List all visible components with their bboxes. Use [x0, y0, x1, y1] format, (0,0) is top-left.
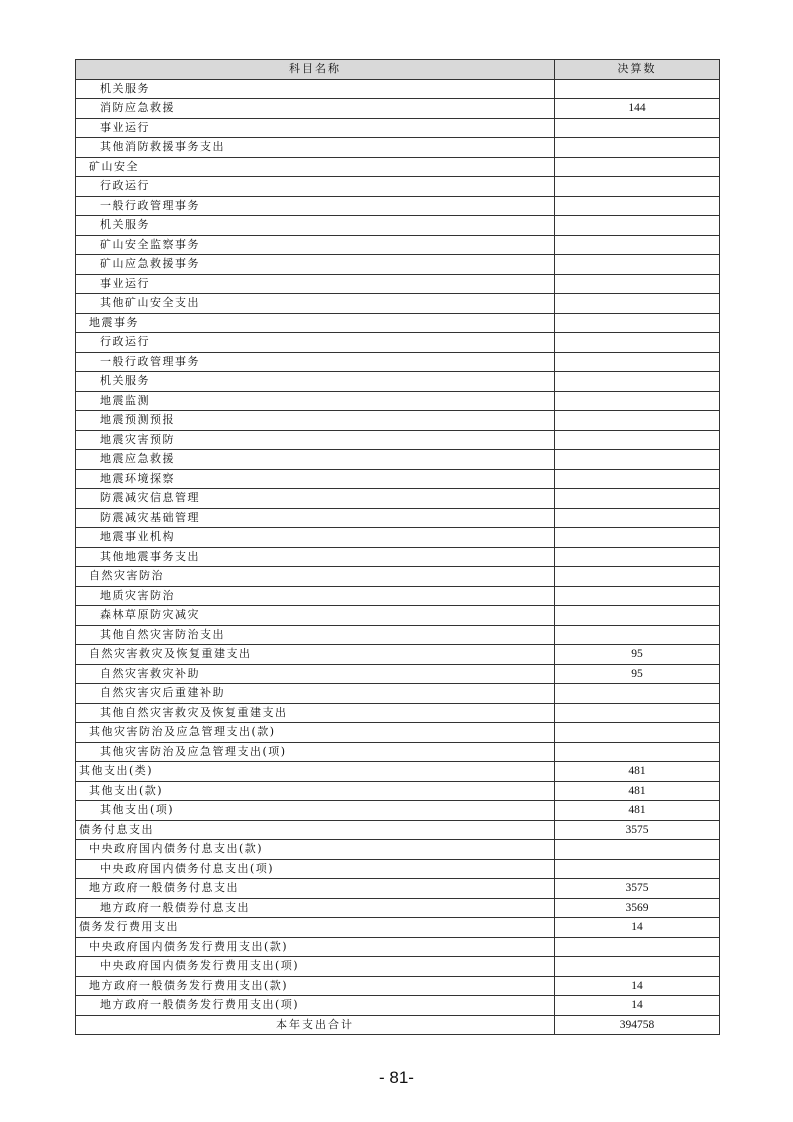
amount-cell: 481 — [555, 801, 720, 821]
amount-cell: 144 — [555, 99, 720, 119]
amount-cell — [555, 196, 720, 216]
header-subject-name: 科目名称 — [76, 60, 555, 80]
amount-cell — [555, 469, 720, 489]
table-row — [76, 528, 720, 548]
amount-cell: 3569 — [555, 898, 720, 918]
subject-name-cell: 地震灾害预防 — [76, 430, 555, 450]
amount-cell — [555, 255, 720, 275]
table-row — [76, 879, 720, 899]
amount-cell — [555, 430, 720, 450]
table-row — [76, 586, 720, 606]
table-header-row — [76, 60, 720, 80]
amount-cell — [555, 157, 720, 177]
table-body — [76, 79, 720, 1015]
page-number: - 81- — [379, 1068, 414, 1087]
amount-cell — [555, 489, 720, 509]
total-amount: 394758 — [555, 1015, 720, 1035]
subject-name-cell: 矿山安全监察事务 — [76, 235, 555, 255]
amount-cell — [555, 333, 720, 353]
table-row — [76, 216, 720, 236]
subject-name-cell: 消防应急救援 — [76, 99, 555, 119]
table-row — [76, 567, 720, 587]
amount-cell: 14 — [555, 918, 720, 938]
subject-name-cell: 中央政府国内债务付息支出(款) — [76, 840, 555, 860]
subject-name-cell: 债务发行费用支出 — [76, 918, 555, 938]
subject-name-cell: 事业运行 — [76, 118, 555, 138]
subject-name-cell: 地震环境探察 — [76, 469, 555, 489]
amount-cell — [555, 937, 720, 957]
subject-name-cell: 行政运行 — [76, 177, 555, 197]
subject-name-cell: 一般行政管理事务 — [76, 352, 555, 372]
amount-cell — [555, 567, 720, 587]
subject-name-cell: 地震预测预报 — [76, 411, 555, 431]
table-row — [76, 411, 720, 431]
amount-cell — [555, 528, 720, 548]
subject-name-cell: 债务付息支出 — [76, 820, 555, 840]
amount-cell — [555, 294, 720, 314]
subject-name-cell: 地震应急救援 — [76, 450, 555, 470]
table-row — [76, 333, 720, 353]
amount-cell — [555, 703, 720, 723]
amount-cell: 14 — [555, 976, 720, 996]
subject-name-cell: 地震事业机构 — [76, 528, 555, 548]
table-row — [76, 274, 720, 294]
subject-name-cell: 其他消防救援事务支出 — [76, 138, 555, 158]
amount-cell — [555, 274, 720, 294]
table-row — [76, 645, 720, 665]
table-row — [76, 469, 720, 489]
subject-name-cell: 其他地震事务支出 — [76, 547, 555, 567]
table-row — [76, 157, 720, 177]
expenditure-table — [75, 59, 720, 1035]
amount-cell — [555, 372, 720, 392]
subject-name-cell: 机关服务 — [76, 79, 555, 99]
subject-name-cell: 地方政府一般债务付息支出 — [76, 879, 555, 899]
amount-cell — [555, 625, 720, 645]
subject-name-cell: 中央政府国内债务发行费用支出(项) — [76, 957, 555, 977]
subject-name-cell: 一般行政管理事务 — [76, 196, 555, 216]
subject-name-cell: 防震减灾基础管理 — [76, 508, 555, 528]
amount-cell — [555, 411, 720, 431]
subject-name-cell: 地方政府一般债务发行费用支出(款) — [76, 976, 555, 996]
subject-name-cell: 机关服务 — [76, 372, 555, 392]
table-row — [76, 898, 720, 918]
header-amount: 决算数 — [555, 60, 720, 80]
table-row — [76, 957, 720, 977]
subject-name-cell: 自然灾害救灾及恢复重建支出 — [76, 645, 555, 665]
total-row — [76, 1015, 720, 1035]
table-row — [76, 820, 720, 840]
subject-name-cell: 自然灾害防治 — [76, 567, 555, 587]
subject-name-cell: 自然灾害灾后重建补助 — [76, 684, 555, 704]
table-row — [76, 606, 720, 626]
amount-cell: 95 — [555, 664, 720, 684]
table-row — [76, 625, 720, 645]
subject-name-cell: 其他灾害防治及应急管理支出(项) — [76, 742, 555, 762]
subject-name-cell: 其他支出(项) — [76, 801, 555, 821]
table-row — [76, 138, 720, 158]
table-row — [76, 801, 720, 821]
table-row — [76, 508, 720, 528]
table-row — [76, 723, 720, 743]
subject-name-cell: 其他灾害防治及应急管理支出(款) — [76, 723, 555, 743]
amount-cell — [555, 177, 720, 197]
table-row — [76, 177, 720, 197]
amount-cell — [555, 138, 720, 158]
subject-name-cell: 机关服务 — [76, 216, 555, 236]
amount-cell — [555, 606, 720, 626]
amount-cell — [555, 235, 720, 255]
table-row — [76, 762, 720, 782]
subject-name-cell: 中央政府国内债务付息支出(项) — [76, 859, 555, 879]
amount-cell — [555, 547, 720, 567]
table-row — [76, 79, 720, 99]
amount-cell — [555, 508, 720, 528]
table-row — [76, 976, 720, 996]
table-row — [76, 918, 720, 938]
amount-cell: 481 — [555, 762, 720, 782]
amount-cell — [555, 859, 720, 879]
table-row — [76, 391, 720, 411]
subject-name-cell: 自然灾害救灾补助 — [76, 664, 555, 684]
subject-name-cell: 行政运行 — [76, 333, 555, 353]
subject-name-cell: 地震监测 — [76, 391, 555, 411]
amount-cell: 14 — [555, 996, 720, 1016]
table-row — [76, 996, 720, 1016]
table-row — [76, 118, 720, 138]
subject-name-cell: 事业运行 — [76, 274, 555, 294]
amount-cell — [555, 742, 720, 762]
subject-name-cell: 地质灾害防治 — [76, 586, 555, 606]
subject-name-cell: 地震事务 — [76, 313, 555, 333]
subject-name-cell: 其他支出(类) — [76, 762, 555, 782]
table-row — [76, 684, 720, 704]
amount-cell: 95 — [555, 645, 720, 665]
table-row — [76, 664, 720, 684]
amount-cell — [555, 586, 720, 606]
amount-cell — [555, 313, 720, 333]
amount-cell — [555, 684, 720, 704]
subject-name-cell: 地方政府一般债券付息支出 — [76, 898, 555, 918]
subject-name-cell: 森林草原防灾减灾 — [76, 606, 555, 626]
table-row — [76, 937, 720, 957]
table-row — [76, 99, 720, 119]
table-row — [76, 840, 720, 860]
table-row — [76, 313, 720, 333]
table-row — [76, 450, 720, 470]
subject-name-cell: 中央政府国内债务发行费用支出(款) — [76, 937, 555, 957]
table-row — [76, 372, 720, 392]
amount-cell — [555, 79, 720, 99]
amount-cell — [555, 118, 720, 138]
table-row — [76, 547, 720, 567]
table-row — [76, 489, 720, 509]
amount-cell — [555, 957, 720, 977]
table-row — [76, 255, 720, 275]
table-row — [76, 742, 720, 762]
amount-cell — [555, 723, 720, 743]
subject-name-cell: 其他矿山安全支出 — [76, 294, 555, 314]
table-row — [76, 859, 720, 879]
amount-cell — [555, 391, 720, 411]
table-row — [76, 430, 720, 450]
table-row — [76, 294, 720, 314]
amount-cell — [555, 216, 720, 236]
table-row — [76, 196, 720, 216]
amount-cell — [555, 840, 720, 860]
amount-cell: 3575 — [555, 820, 720, 840]
table-row — [76, 235, 720, 255]
table-row — [76, 781, 720, 801]
amount-cell — [555, 450, 720, 470]
amount-cell: 481 — [555, 781, 720, 801]
subject-name-cell: 矿山应急救援事务 — [76, 255, 555, 275]
table-row — [76, 352, 720, 372]
total-label: 本年支出合计 — [76, 1015, 555, 1035]
subject-name-cell: 其他自然灾害救灾及恢复重建支出 — [76, 703, 555, 723]
subject-name-cell: 其他支出(款) — [76, 781, 555, 801]
table-row — [76, 703, 720, 723]
subject-name-cell: 防震减灾信息管理 — [76, 489, 555, 509]
amount-cell: 3575 — [555, 879, 720, 899]
subject-name-cell: 矿山安全 — [76, 157, 555, 177]
subject-name-cell: 其他自然灾害防治支出 — [76, 625, 555, 645]
amount-cell — [555, 352, 720, 372]
subject-name-cell: 地方政府一般债务发行费用支出(项) — [76, 996, 555, 1016]
